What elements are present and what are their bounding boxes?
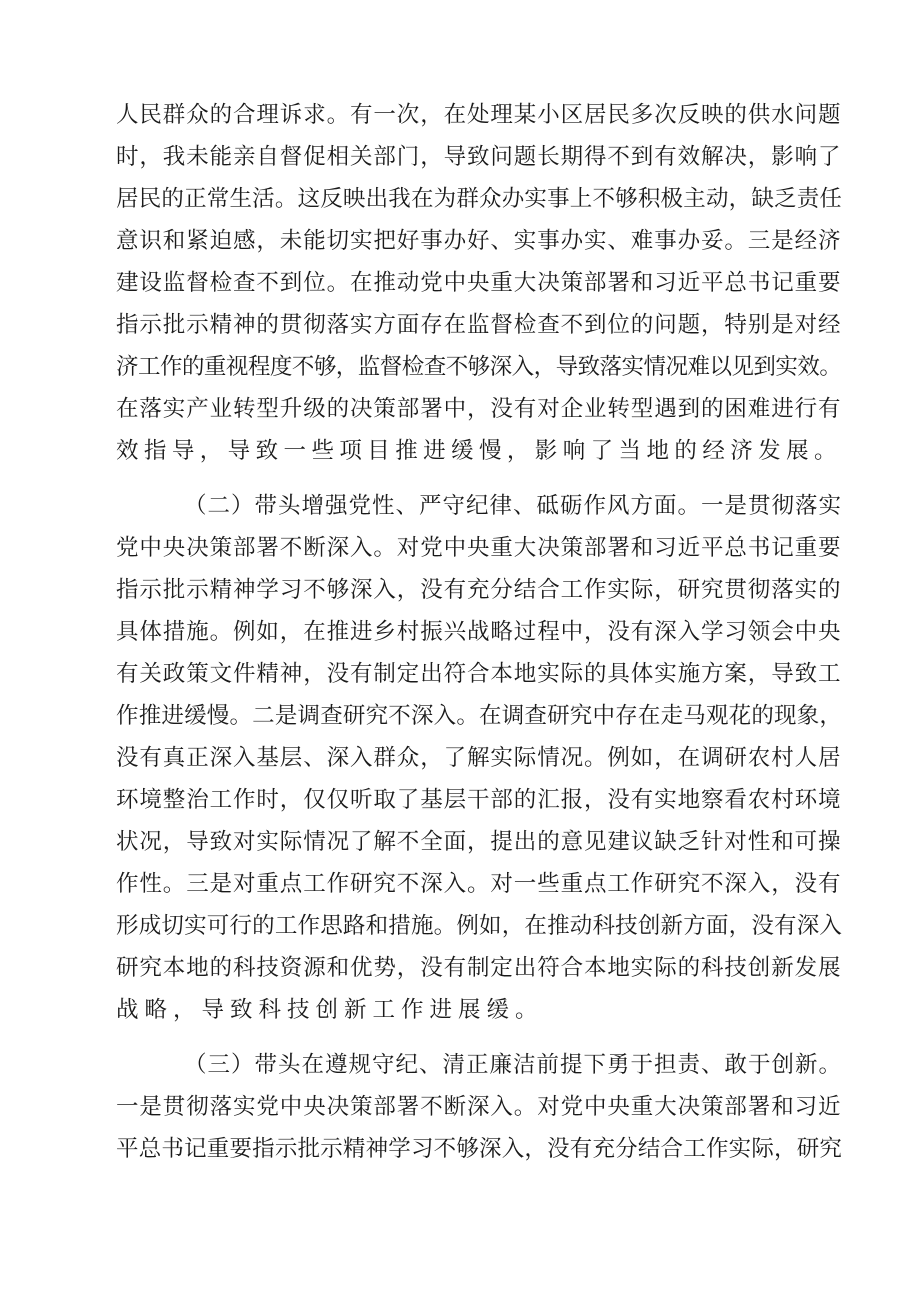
- text-line: 建设监督检查不到位。在推动党中央重大决策部署和习近平总书记重要: [116, 270, 842, 296]
- text-line: 党中央决策部署不断深入。对党中央重大决策部署和习近平总书记重要: [116, 535, 842, 561]
- section-heading-line: （二）带头增强党性、严守纪律、砥砺作风方面。一是贯彻落实: [184, 493, 843, 519]
- text-line: 指示批示精神的贯彻落实方面存在监督检查不到位的问题，特别是对经: [116, 312, 842, 338]
- text-line: 指示批示精神学习不够深入，没有充分结合工作实际，研究贯彻落实的: [116, 577, 842, 603]
- text-line: 形成切实可行的工作思路和措施。例如，在推动科技创新方面，没有深入: [116, 913, 843, 939]
- text-line: 战略，导致科技创新工作进展缓。: [116, 997, 544, 1023]
- text-line: 有关政策文件精神，没有制定出符合本地实际的具体实施方案，导致工: [116, 661, 842, 687]
- text-line: 具体措施。例如，在推进乡村振兴战略过程中，没有深入学习领会中央: [116, 619, 842, 645]
- text-line: 没有真正深入基层、深入群众，了解实际情况。例如，在调研农村人居: [116, 745, 842, 771]
- text-line: 一是贯彻落实党中央决策部署不断深入。对党中央重大决策部署和习近: [116, 1094, 842, 1120]
- text-line: 环境整治工作时，仅仅听取了基层干部的汇报，没有实地察看农村环境: [116, 787, 842, 813]
- text-line: 意识和紧迫感，未能切实把好事办好、实事办实、难事办妥。三是经济: [116, 228, 842, 254]
- text-line: 研究本地的科技资源和优势，没有制定出符合本地实际的科技创新发展: [116, 955, 842, 981]
- text-line: 作推进缓慢。二是调查研究不深入。在调查研究中存在走马观花的现象，: [116, 703, 843, 729]
- text-line: 平总书记重要指示批示精神学习不够深入，没有充分结合工作实际，研究: [116, 1136, 843, 1162]
- text-line: 人民群众的合理诉求。有一次，在处理某小区居民多次反映的供水问题: [116, 102, 842, 128]
- text-line: 作性。三是对重点工作研究不深入。对一些重点工作研究不深入，没有: [116, 871, 842, 897]
- text-line: 居民的正常生活。这反映出我在为群众办实事上不够积极主动，缺乏责任: [116, 186, 843, 212]
- text-line: 济工作的重视程度不够，监督检查不够深入，导致落实情况难以见到实效。: [116, 354, 842, 380]
- text-line: 效指导，导致一些项目推进缓慢，影响了当地的经济发展。: [116, 438, 842, 464]
- text-line: 在落实产业转型升级的决策部署中，没有对企业转型遇到的困难进行有: [116, 396, 842, 422]
- text-line: 状况，导致对实际情况了解不全面，提出的意见建议缺乏针对性和可操: [116, 829, 842, 855]
- text-line: 时，我未能亲自督促相关部门，导致问题长期得不到有效解决，影响了: [116, 144, 842, 170]
- section-heading-line: （三）带头在遵规守纪、清正廉洁前提下勇于担责、敢于创新。: [184, 1052, 843, 1078]
